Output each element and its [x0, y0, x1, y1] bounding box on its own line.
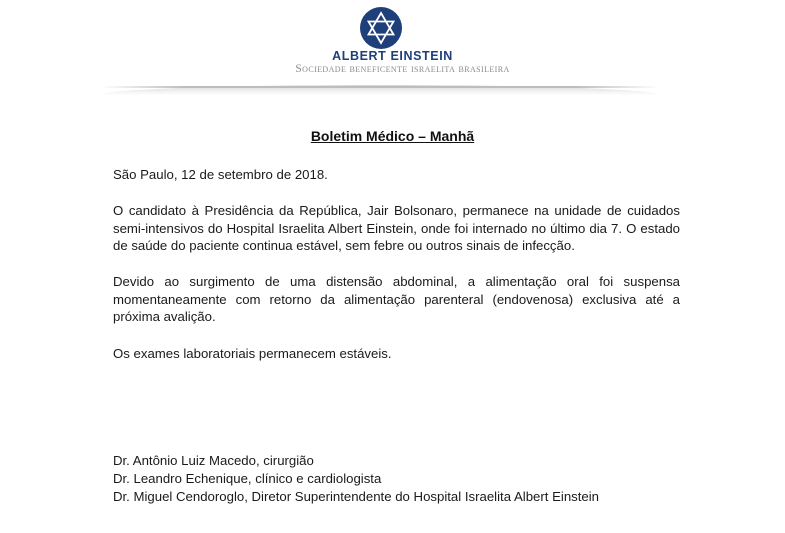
- signature-line: Dr. Leandro Echenique, clínico e cardiologista: [113, 471, 382, 486]
- header-divider-line: [100, 86, 660, 88]
- paragraph-feeding: Devido ao surgimento de uma distensão abdominal, a alimentação oral foi suspensa momentaneamente com retorno da alimentação parenteral (endovenosa) exclusiva até a próxima avalição.: [113, 274, 680, 325]
- document-title: Boletim Médico – Manhã: [310, 128, 475, 144]
- signatures-block: [113, 452, 713, 506]
- brand-name: ALBERT EINSTEIN: [332, 49, 453, 63]
- signature-line: Dr. Antônio Luiz Macedo, cirurgião: [113, 453, 314, 468]
- brand-subtitle: Sociedade beneficente israelita brasileira: [295, 63, 510, 75]
- signature-line: Dr. Miguel Cendoroglo, Diretor Superintendente do Hospital Israelita Albert Einstein: [113, 489, 600, 504]
- star-of-david-icon: [359, 6, 403, 50]
- paragraph-status: O candidato à Presidência da República, Jair Bolsonaro, permanece na unidade de cuidados semi-intensivos do Hospital Israelita Albert Einstein, onde foi internado no último dia 7. O estado de saúde do paciente continua estável, sem febre ou outros sinais de infecção.: [113, 203, 680, 254]
- date-line: São Paulo, 12 de setembro de 2018.: [113, 167, 328, 182]
- letterhead: [0, 0, 785, 100]
- paragraph-exams: Os exames laboratoriais permanecem estáveis.: [113, 346, 392, 361]
